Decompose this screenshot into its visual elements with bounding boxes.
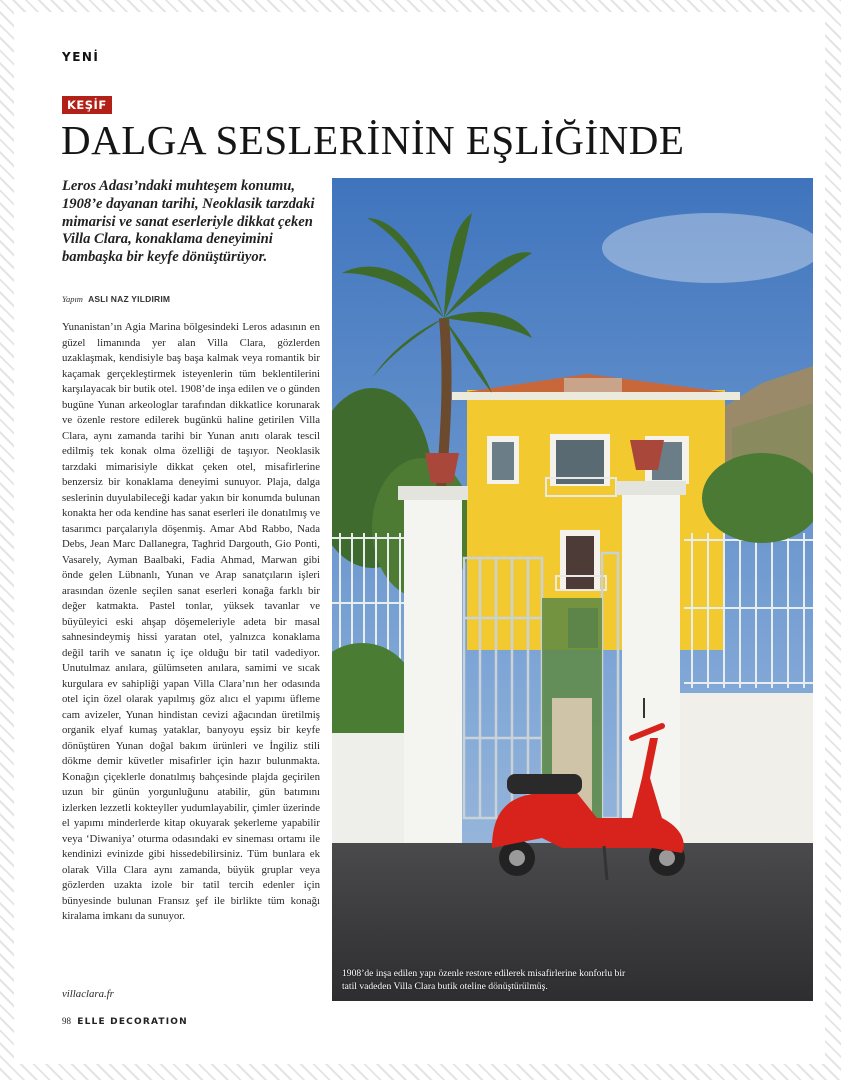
category-tag: KEŞİF <box>62 96 112 114</box>
page-number: 98 <box>62 1016 71 1026</box>
byline-author: ASLI NAZ YILDIRIM <box>88 294 171 304</box>
roof-chimney <box>564 378 622 392</box>
gate-pillar-left <box>404 493 462 848</box>
magazine-name: ELLE DECORATION <box>77 1017 188 1027</box>
pillar-cap-left <box>398 486 468 500</box>
byline <box>62 294 170 304</box>
page-footer <box>62 1016 188 1027</box>
photo-caption: 1908’de inşa edilen yapı özenle restore edilerek misafirlerine konforlu bir tatil vadeden Villa Clara butik oteline dönüştürülmüş. <box>342 968 626 992</box>
cloud <box>602 213 813 283</box>
villa-illustration <box>332 178 813 1001</box>
section-label: YENİ <box>62 50 100 64</box>
scooter-seat <box>507 774 582 794</box>
pillar-cap-right <box>616 481 686 495</box>
magazine-page <box>14 12 825 1064</box>
villa-photo <box>332 178 813 1001</box>
headline: DALGA SESLERİNİN EŞLİĞİNDE <box>61 117 685 163</box>
garden-wall-right <box>680 693 813 848</box>
byline-prefix: Yapım <box>62 294 83 304</box>
article-body: Yunanistan’ın Agia Marina bölgesindeki Leros adasının en güzel limanında yer alan Villa Clara, gözlerden uzaklaşmak, kendisiyle baş başa kalmak veya romantik bir kaçamak gerçekleştirmek isteyenlerin tüm beklentilerini karşılayacak bir butik otel. 1908’de inşa edilen ve o günden bugüne Yunan arkeologlar tarafından dikkatlice korunarak ve özenle restore edilerek bugünkü haline getirilen Villa Clara, aynı zamanda tarihi bir Yunan anıtı olarak tescil edilmiş tek konak olma özelliği de taşıyor. Neoklasik tarzdaki mimarisiyle dikkat çeken otel, misafirlerine benzersiz bir konaklama deneyimi sunuyor. Plaja, dalga seslerinin duyulabileceği kadar yakın bir konumda bulunan konakta her oda kendine has sanat eserleri ile donatılmış ve tasarımcı parçalarıyla döşenmiş. Amar Abd Rabbo, Nada Debs, Jean Marc Dallanegra, Taghrid Dargouth, Gio Ponti, Vasarely, Ayman Baalbaki, Fadia Ahmad, Marwan gibi önde gelen Lübnanlı, Yunan ve Arap sanatçıların işleri arasından özenle seçilen sanat eserleri konağa farklı bir değer katmakta. Pastel tonlar, yüksek tavanlar ve büyüleyici eski ahşap döşemeleriyle adeta bir masal sahnesindeymiş hissi yaratan otel, yalnızca konaklama değil tarih ve sanatın iç içe olduğu bir tatil vadediyor. Unutulmaz anılara, gülümseten anılara, samimi ve sıcak kurgulara ev sahipliği yapan Villa Clara’nın her odasında otel için özel olarak yapılmış göz alıcı el yapımı üfleme cam avizeler, Yunan hindistan cevizi ağacından üretilmiş organik elyaf kumaş yataklar, banyoyu eşsiz bir keyfe dönüştüren Yunan doğal bakım ürünleri ve İngiliz stili dökme demir küvetler misafirler için hazır bulunmakta. Konağın çiçeklerle donatılmış bahçesinde plajda geçirilen uzun bir günün yorgunluğunu atabilir, gün batımını izlerken lezzetli kokteyller yudumlayabilir, çimler üzerinde el yapımı minderlerde kitap okuyarak şekerleme yapabilir veya ‘Diwaniya’ oturma odasındaki ev sineması ortamı ile kendinizi evinizde gibi hissedebilirsiniz. Tüm bunlara ek olarak Villa Clara aynı zamanda, büyük gruplar veya gözlerden uzakta izole bir tatil tercih edenler için bünyesinde bulunan Fransız şef ile birlikte tüm konağı kiralama imkanı da sunuyor. <box>62 321 320 922</box>
website-link[interactable]: villaclara.fr <box>62 988 114 1000</box>
urn-left <box>425 453 459 483</box>
garden-wall-left <box>332 733 407 848</box>
lead-paragraph: Leros Adası’ndaki muhteşem konumu, 1908’e dayanan tarihi, Neoklasik tarzdaki mimarisi ve sanat eserleriyle dikkat çeken Villa Clara, konaklama deneyimini bambaşka bir keyfe dönüştürüyor. <box>62 178 315 266</box>
villa-cornice <box>452 392 740 400</box>
